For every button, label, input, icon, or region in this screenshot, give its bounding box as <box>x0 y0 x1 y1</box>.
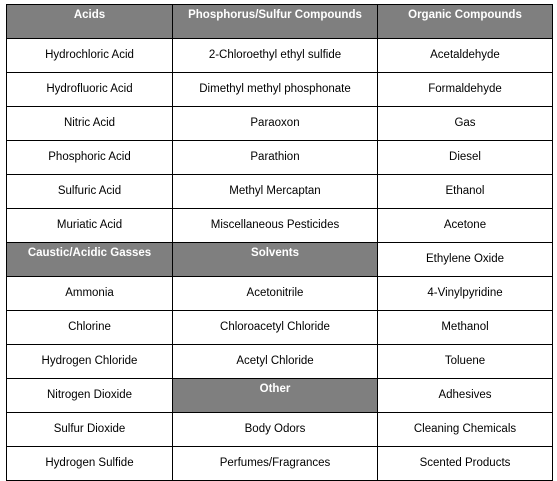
table-row <box>7 413 553 447</box>
table-cell: Nitrogen Dioxide <box>7 379 173 413</box>
table-row <box>7 73 553 107</box>
table-cell: Body Odors <box>173 413 378 447</box>
table-row <box>7 209 553 243</box>
category-header-cell: Solvents <box>173 243 378 277</box>
table-cell: Ethanol <box>378 175 553 209</box>
table-cell: Acetaldehyde <box>378 39 553 73</box>
table-cell: Ammonia <box>7 277 173 311</box>
category-header-cell: Phosphorus/Sulfur Compounds <box>173 5 378 39</box>
category-header-cell: Other <box>173 379 378 413</box>
table-cell: Hydrochloric Acid <box>7 39 173 73</box>
table-cell: Methyl Mercaptan <box>173 175 378 209</box>
table-row <box>7 277 553 311</box>
table-cell: Acetyl Chloride <box>173 345 378 379</box>
table-row <box>7 39 553 73</box>
table-row <box>7 243 553 277</box>
table-row <box>7 107 553 141</box>
table-cell: Chlorine <box>7 311 173 345</box>
chemical-compounds-table <box>6 4 553 481</box>
table-cell: Sulfuric Acid <box>7 175 173 209</box>
table-cell: Chloroacetyl Chloride <box>173 311 378 345</box>
table-body <box>7 5 553 481</box>
table-row <box>7 311 553 345</box>
table-cell: Perfumes/Fragrances <box>173 447 378 481</box>
table-cell: Acetonitrile <box>173 277 378 311</box>
table-cell: Diesel <box>378 141 553 175</box>
table-cell: Gas <box>378 107 553 141</box>
table-cell: Paraoxon <box>173 107 378 141</box>
table-cell: Sulfur Dioxide <box>7 413 173 447</box>
table-row <box>7 5 553 39</box>
table-row <box>7 379 553 413</box>
table-cell: Adhesives <box>378 379 553 413</box>
table-cell: Nitric Acid <box>7 107 173 141</box>
table-row <box>7 141 553 175</box>
table-cell: Toluene <box>378 345 553 379</box>
table-cell: 4-Vinylpyridine <box>378 277 553 311</box>
table-cell: Muriatic Acid <box>7 209 173 243</box>
table-cell: Scented Products <box>378 447 553 481</box>
table-cell: Parathion <box>173 141 378 175</box>
table-cell: Formaldehyde <box>378 73 553 107</box>
table-cell: Hydrofluoric Acid <box>7 73 173 107</box>
table-cell: Phosphoric Acid <box>7 141 173 175</box>
table-cell: Miscellaneous Pesticides <box>173 209 378 243</box>
table-row <box>7 345 553 379</box>
category-header-cell: Organic Compounds <box>378 5 553 39</box>
table-cell: Hydrogen Chloride <box>7 345 173 379</box>
table-cell: Cleaning Chemicals <box>378 413 553 447</box>
table-cell: Dimethyl methyl phosphonate <box>173 73 378 107</box>
table-cell: Acetone <box>378 209 553 243</box>
table-cell: Ethylene Oxide <box>378 243 553 277</box>
table-row <box>7 175 553 209</box>
table-cell: 2-Chloroethyl ethyl sulfide <box>173 39 378 73</box>
table-row <box>7 447 553 481</box>
table-cell: Hydrogen Sulfide <box>7 447 173 481</box>
category-header-cell: Acids <box>7 5 173 39</box>
table-cell: Methanol <box>378 311 553 345</box>
category-header-cell: Caustic/Acidic Gasses <box>7 243 173 277</box>
